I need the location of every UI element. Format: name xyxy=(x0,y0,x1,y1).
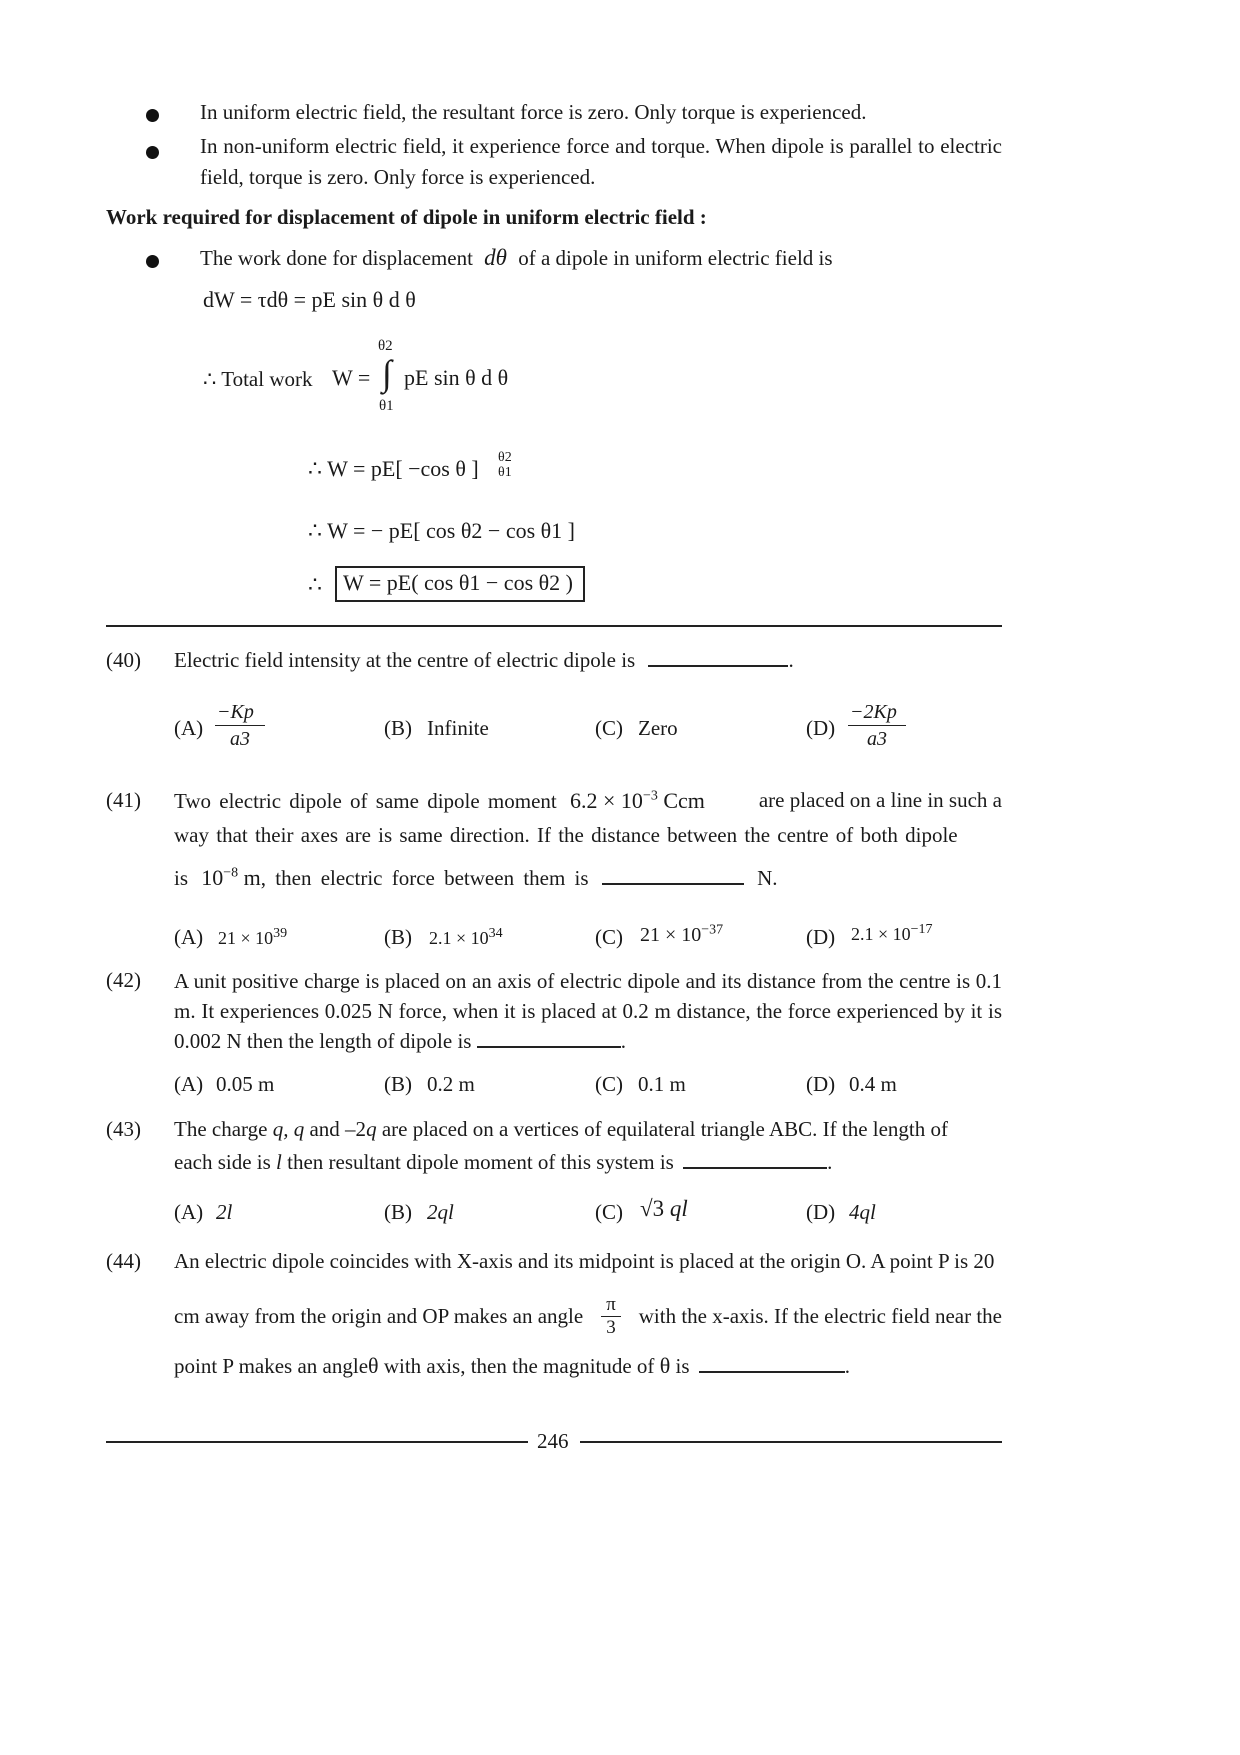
distance-base: 10 xyxy=(201,865,224,890)
equation-w-bracket xyxy=(308,450,512,482)
option-value: 0.1 m xyxy=(638,1072,686,1096)
q43-text: The charge xyxy=(174,1117,268,1141)
work-bullet-text xyxy=(200,245,833,271)
q43-var: q, xyxy=(272,1117,289,1141)
q41-text-end: are placed on a line in such a xyxy=(758,788,1002,812)
work-bullet-var: dθ xyxy=(484,245,507,270)
theta-symbol: θ xyxy=(368,1353,379,1378)
distance-unit: m xyxy=(243,865,261,890)
option-label: (A) xyxy=(174,1200,204,1224)
question-44-line1: An electric dipole coincides with X-axis and its midpoint is placed at the origin O. A point P is 20 xyxy=(174,1249,995,1273)
q44-text: with axis, then the magnitude of xyxy=(383,1354,655,1378)
section-heading: Work required for displacement of dipole in uniform electric field : xyxy=(106,205,707,229)
bullet-text: In uniform electric field, the resultant force is zero. Only torque is experienced. xyxy=(200,100,867,124)
option-var: ql xyxy=(669,1196,688,1221)
option-label: (D) xyxy=(806,925,836,949)
fraction-numerator: −Kp⃗ xyxy=(217,701,270,723)
q43-var: q xyxy=(366,1117,377,1141)
question-44-end: . xyxy=(844,1354,850,1378)
total-work-label: ∴ Total work xyxy=(203,367,313,391)
question-43-line2 xyxy=(174,1150,832,1175)
option-value: Zero xyxy=(638,716,678,740)
option-label: (C) xyxy=(595,716,623,740)
option-label: (B) xyxy=(384,1200,412,1224)
option-label: (B) xyxy=(384,925,412,949)
question-number: (44) xyxy=(106,1249,141,1273)
question-40-end: . xyxy=(788,648,794,672)
question-44-line3 xyxy=(174,1353,850,1379)
option-value: Infinite xyxy=(427,716,489,740)
fraction-denominator: a3 xyxy=(867,728,887,750)
page-number: 246 xyxy=(537,1429,569,1453)
bullet-icon xyxy=(146,109,159,122)
fraction-denominator: a3 xyxy=(230,728,250,750)
option-base: 21 × 10 xyxy=(640,924,702,946)
option-value xyxy=(851,924,933,945)
bullet-text: In non-uniform electric field, it experience force and torque. When dipole is parallel to electric field, torque is zero. Only force is experienced. xyxy=(200,134,1002,189)
q44-text: point P makes an angle xyxy=(174,1354,369,1378)
q43-text: then resultant dipole moment of this system is xyxy=(287,1150,674,1174)
work-bullet-after: of a dipole in uniform electric field is xyxy=(518,246,833,270)
option-exponent: −37 xyxy=(701,922,724,938)
equation-w-lhs: W = xyxy=(332,365,371,390)
option-label: (A) xyxy=(174,1072,204,1096)
fraction-numerator: −2Kp⃗ xyxy=(850,701,913,723)
answer-blank xyxy=(602,882,744,885)
moment-unit: Ccm xyxy=(663,788,705,813)
answer-blank xyxy=(477,1045,621,1048)
q43-text: and –2 xyxy=(309,1117,367,1141)
bracket-limits: θ2 θ1 xyxy=(498,450,512,480)
question-43-end: . xyxy=(827,1150,833,1174)
option-label: (D) xyxy=(806,1200,836,1224)
q44-text: cm away from the origin and OP makes an angle xyxy=(174,1304,584,1328)
option-label: (B) xyxy=(384,716,412,740)
q43-var: l xyxy=(276,1150,282,1174)
theta-symbol: θ xyxy=(659,1353,671,1378)
question-number: (43) xyxy=(106,1117,141,1141)
option-value: 0.2 m xyxy=(427,1072,475,1096)
option-value xyxy=(218,928,287,949)
option-value: 4ql xyxy=(849,1200,876,1224)
q41-unit: N. xyxy=(757,866,778,890)
question-text xyxy=(174,966,1002,1056)
option-value xyxy=(429,928,503,949)
option-label: (C) xyxy=(595,1072,623,1096)
option-label: (B) xyxy=(384,1072,412,1096)
question-42-text: A unit positive charge is placed on an axis of electric dipole and its distance from the centre is 0.1 m. It experiences 0.025 N force, when it is placed at 0.2 m distance, the force experienced by it is 0.002 N then the length of dipole is xyxy=(174,969,1002,1053)
option-exponent: −17 xyxy=(910,922,933,937)
option-value: 2ql xyxy=(427,1200,454,1224)
answer-blank xyxy=(683,1166,827,1169)
option-base: 2.1 × 10 xyxy=(851,924,911,944)
question-41-line1 xyxy=(174,788,1002,814)
q41-text: Two electric dipole of same dipole moment xyxy=(174,789,557,813)
option-label: (D) xyxy=(806,1072,836,1096)
option-value: 0.05 m xyxy=(216,1072,275,1096)
question-number: (41) xyxy=(106,788,141,812)
integral-sign: ∫ xyxy=(382,353,392,393)
footer-line-left xyxy=(106,1441,528,1443)
option-exponent: 34 xyxy=(488,926,503,941)
option-label: (C) xyxy=(595,925,623,949)
question-41-line2: way that their axes are is same direction. If the distance between the centre of both dipole xyxy=(174,823,958,847)
option-label: (C) xyxy=(595,1200,623,1224)
q43-text: each side is xyxy=(174,1150,271,1174)
bullet-icon xyxy=(146,255,159,268)
q44-text: with the x-axis. If the electric field near the xyxy=(638,1304,1002,1328)
equation-w-negative: ∴ W = − pE[ cos θ2 − cos θ1 ] xyxy=(308,518,576,543)
bullet-icon xyxy=(146,146,159,159)
question-text xyxy=(174,648,794,673)
integral-lower-limit: θ1 xyxy=(379,398,394,414)
option-value: 2l xyxy=(216,1200,233,1224)
square-root: √3 xyxy=(640,1196,665,1221)
answer-blank xyxy=(648,664,788,667)
distance-exponent: −8 xyxy=(223,865,239,881)
fraction-bar xyxy=(215,725,265,726)
question-43-line1 xyxy=(174,1117,1002,1142)
integral-upper-limit: θ2 xyxy=(378,338,393,354)
angle-fraction xyxy=(601,1295,621,1338)
fraction-denominator: 3 xyxy=(606,1317,616,1338)
equation-w-bracket-text: ∴ W = pE[ −cos θ ] xyxy=(308,456,479,481)
option-a-fraction xyxy=(215,700,270,751)
moment-base: 6.2 × 10 xyxy=(570,788,643,813)
distance-value xyxy=(201,865,261,890)
q43-text: are placed on a vertices of equilateral triangle ABC. If the length of xyxy=(381,1117,949,1141)
question-number: (40) xyxy=(106,648,141,672)
option-value xyxy=(640,1196,688,1222)
dipole-moment xyxy=(570,788,705,813)
answer-blank xyxy=(699,1370,845,1373)
footer-line-right xyxy=(580,1441,1002,1443)
fraction-bar xyxy=(848,725,906,726)
option-label: (D) xyxy=(806,716,836,740)
fraction-numerator: π xyxy=(606,1294,616,1315)
q41-text: , then electric force between them is xyxy=(260,866,589,890)
section-divider xyxy=(106,625,1002,627)
option-value: 0.4 m xyxy=(849,1072,897,1096)
q41-text: is xyxy=(174,866,189,890)
q43-var: q xyxy=(293,1117,305,1141)
option-base: 21 × 10 xyxy=(218,928,274,948)
option-base: 2.1 × 10 xyxy=(429,928,489,948)
question-number: (42) xyxy=(106,968,141,992)
question-42-end: . xyxy=(620,1029,626,1053)
equation-dw: dW = τdθ = pE sin θ d θ xyxy=(203,287,416,312)
question-44-line2 xyxy=(174,1304,1002,1329)
integrand: pE sin θ d θ xyxy=(404,365,509,390)
option-exponent: 39 xyxy=(273,926,288,941)
boxed-result: W = pE( cos θ1 − cos θ2 ) xyxy=(335,566,585,602)
moment-exponent: −3 xyxy=(642,788,658,804)
therefore-symbol: ∴ xyxy=(308,572,322,597)
work-bullet-before: The work done for displacement xyxy=(200,246,473,270)
q44-text: is xyxy=(675,1354,690,1378)
option-value xyxy=(640,924,723,947)
question-40-text: Electric field intensity at the centre of electric dipole is xyxy=(174,648,636,672)
question-41-line3 xyxy=(174,865,778,891)
option-label: (A) xyxy=(174,716,204,740)
option-d-fraction xyxy=(848,700,913,751)
option-label: (A) xyxy=(174,925,204,949)
